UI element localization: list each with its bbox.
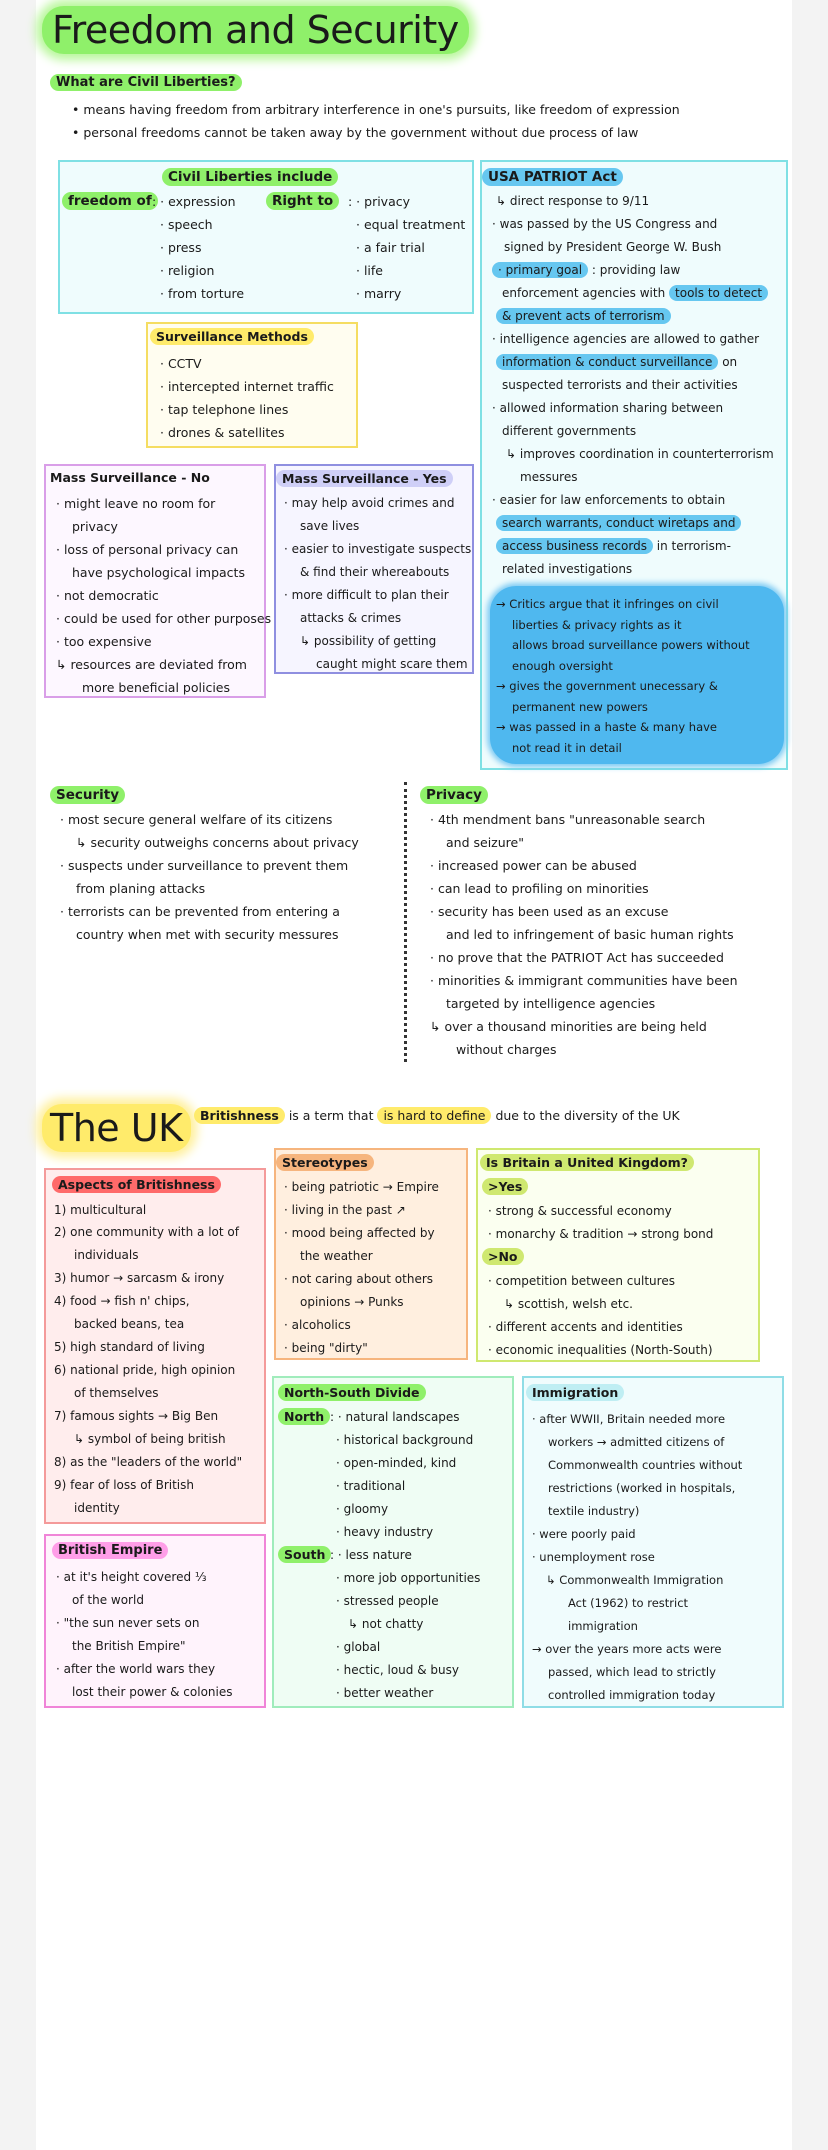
information-highlight: information & conduct surveillance — [496, 354, 718, 370]
civil-liberties-header: Civil Liberties include — [162, 168, 338, 186]
list-item: country when met with security messures — [76, 927, 339, 942]
text-line — [492, 305, 788, 328]
list-item: · heavy industry — [336, 1525, 434, 1539]
list-item: more beneficial policies — [82, 680, 230, 695]
civil-liberties-question: What are Civil Liberties? — [50, 74, 242, 91]
text-line — [492, 259, 788, 282]
list-item: · being patriotic → Empire — [284, 1180, 439, 1194]
list-item: · global — [336, 1640, 381, 1654]
page-title: Freedom and Security — [42, 6, 469, 54]
list-item: of themselves — [74, 1386, 159, 1400]
list-item: · increased power can be abused — [430, 858, 637, 873]
list-item: 2) one community with a lot of — [54, 1225, 239, 1239]
surveillance-list — [160, 352, 334, 444]
text-line: signed by President George W. Bush — [504, 240, 722, 254]
text-line: suspected terrorists and their activities — [502, 378, 738, 392]
critics-list — [496, 594, 750, 758]
list-item: & find their whereabouts — [300, 565, 450, 579]
text-line: · allowed information sharing between — [492, 401, 724, 415]
list-item: workers → admitted citizens of — [548, 1435, 725, 1449]
list-item: → over the years more acts were — [532, 1642, 722, 1656]
freedom-list — [152, 190, 244, 305]
privacy-header: Privacy — [420, 786, 488, 804]
list-item: 8) as the "leaders of the world" — [54, 1455, 243, 1469]
list-item: · not caring about others — [284, 1272, 434, 1286]
list-item: : · less nature — [330, 1548, 412, 1562]
aspects-list — [54, 1200, 242, 1520]
list-item: from planing attacks — [76, 881, 206, 896]
list-item: · more difficult to plan their — [284, 588, 449, 602]
list-item: liberties & privacy rights as it — [512, 617, 682, 632]
list-item: allows broad surveillance powers without — [512, 638, 750, 652]
list-item: · living in the past ↗ — [284, 1203, 406, 1217]
list-item: ↳ Commonwealth Immigration — [546, 1573, 724, 1587]
prevent-highlight: & prevent acts of terrorism — [496, 308, 671, 324]
list-item: permanent new powers — [512, 699, 648, 714]
immigration-list — [532, 1408, 742, 1707]
list-item: · more job opportunities — [336, 1571, 481, 1585]
list-item: · minorities & immigrant communities have been — [430, 973, 738, 988]
list-item: · too expensive — [56, 634, 152, 649]
list-item: the weather — [300, 1249, 373, 1263]
list-item: · could be used for other purposes — [56, 611, 272, 626]
empire-list — [56, 1566, 233, 1704]
patriot-act-text — [492, 190, 788, 581]
list-item: Act (1962) to restrict — [568, 1596, 689, 1610]
list-item: identity — [74, 1501, 120, 1515]
list-item: · intercepted internet traffic — [160, 379, 334, 394]
list-item: · religion — [160, 263, 215, 278]
text-line: different governments — [502, 424, 637, 438]
britishness-intro — [194, 1104, 680, 1128]
list-item: → gives the government unecessary & — [496, 679, 718, 693]
list-item: 1) multicultural — [54, 1203, 147, 1217]
list-item: ↳ over a thousand minorities are being held — [430, 1019, 707, 1034]
text-line: · was passed by the US Congress and — [492, 217, 718, 231]
list-item: · traditional — [336, 1479, 406, 1493]
text-fragment: enforcement agencies with — [502, 286, 666, 300]
list-item: · suspects under surveillance to prevent them — [60, 858, 349, 873]
list-item: 7) famous sights → Big Ben — [54, 1409, 219, 1423]
list-item: • personal freedoms cannot be taken away by the government without due process of law — [72, 125, 639, 140]
list-item: passed, which lead to strictly — [548, 1665, 716, 1679]
list-item: · gloomy — [336, 1502, 389, 1516]
list-item: : · natural landscapes — [330, 1410, 460, 1424]
list-item: · after WWII, Britain needed more — [532, 1412, 726, 1426]
list-item: · may help avoid crimes and — [284, 496, 455, 510]
security-privacy-divider — [404, 782, 407, 1062]
list-item: opinions → Punks — [300, 1295, 404, 1309]
list-item: · monarchy & tradition → strong bond — [488, 1227, 714, 1241]
text-line — [492, 535, 788, 558]
list-item: ↳ resources are deviated from — [56, 657, 247, 672]
list-item: not read it in detail — [512, 740, 622, 755]
list-item: · mood being affected by — [284, 1226, 435, 1240]
stereotypes-list — [284, 1176, 439, 1360]
text-line: messures — [520, 470, 578, 484]
list-item: · CCTV — [160, 356, 202, 371]
is-britain-header: Is Britain a United Kingdom? — [480, 1154, 694, 1171]
text-line: · intelligence agencies are allowed to gather — [492, 332, 760, 346]
list-item: · at it's height covered ⅓ — [56, 1570, 207, 1584]
list-item: : · privacy — [348, 194, 411, 209]
list-item: 9) fear of loss of British — [54, 1478, 194, 1492]
list-item: · competition between cultures — [488, 1274, 675, 1288]
list-item: · "the sun never sets on — [56, 1616, 200, 1630]
list-item: attacks & crimes — [300, 611, 402, 625]
freedom-of-label: freedom of — [62, 192, 158, 210]
list-item: · press — [160, 240, 202, 255]
critics-blob — [490, 586, 784, 764]
list-item: have psychological impacts — [72, 565, 245, 580]
aspects-header: Aspects of Britishness — [52, 1176, 221, 1193]
civil-liberties-definition — [72, 98, 680, 144]
list-item: save lives — [300, 519, 360, 533]
list-item: 3) humor → sarcasm & irony — [54, 1271, 225, 1285]
list-item: → was passed in a haste & many have — [496, 720, 717, 734]
list-item: · being "dirty" — [284, 1341, 368, 1355]
british-empire-header: British Empire — [52, 1542, 168, 1559]
hard-to-define-highlight: is hard to define — [377, 1107, 491, 1124]
text-line: ↳ improves coordination in counterterrorism — [506, 447, 774, 461]
text-line: related investigations — [502, 562, 633, 576]
aspects-box — [44, 1168, 266, 1524]
list-item: ↳ security outweighs concerns about privacy — [76, 835, 359, 850]
list-item: · might leave no room for — [56, 496, 216, 511]
list-item: ↳ not chatty — [348, 1617, 424, 1631]
list-item: · a fair trial — [356, 240, 425, 255]
text-fragment: in terrorism- — [656, 539, 731, 553]
text-line: ↳ direct response to 9/11 — [496, 194, 650, 208]
list-item: · hectic, loud & busy — [336, 1663, 459, 1677]
no-list — [488, 1270, 713, 1362]
list-item: · different accents and identities — [488, 1320, 683, 1334]
list-item: · alcoholics — [284, 1318, 351, 1332]
list-item: · not democratic — [56, 588, 159, 603]
list-item: · 4th mendment bans "unreasonable search — [430, 812, 706, 827]
list-item: Commonwealth countries without — [548, 1458, 743, 1472]
list-item: · no prove that the PATRIOT Act has succeeded — [430, 950, 724, 965]
list-item: caught might scare them — [316, 657, 468, 671]
list-item: • means having freedom from arbitrary interference in one's pursuits, like freedom of expression — [72, 102, 680, 117]
list-item: backed beans, tea — [74, 1317, 185, 1331]
list-item: 4) food → fish n' chips, — [54, 1294, 190, 1308]
list-item: immigration — [568, 1619, 638, 1633]
patriot-act-header: USA PATRIOT Act — [482, 168, 623, 186]
surveillance-methods-box — [146, 322, 358, 448]
list-item: of the world — [72, 1593, 144, 1607]
records-highlight: access business records — [496, 538, 653, 554]
text-fragment: on — [722, 355, 738, 369]
list-item: · better weather — [336, 1686, 434, 1700]
list-item: · easier to investigate suspects — [284, 542, 472, 556]
right-to-list — [348, 190, 465, 305]
list-item: ↳ possibility of getting — [300, 634, 437, 648]
right-to-label: Right to — [266, 192, 339, 210]
list-item: individuals — [74, 1248, 139, 1262]
list-item: · most secure general welfare of its citizens — [60, 812, 333, 827]
yes-list — [488, 1200, 713, 1246]
list-item: 5) high standard of living — [54, 1340, 205, 1354]
stereotypes-box — [274, 1148, 468, 1360]
list-item: · equal treatment — [356, 217, 466, 232]
primary-goal-highlight: · primary goal — [492, 262, 588, 278]
list-item: · security has been used as an excuse — [430, 904, 669, 919]
britishness-highlight: Britishness — [194, 1107, 285, 1124]
security-header: Security — [50, 786, 125, 804]
is-britain-box — [476, 1148, 760, 1362]
list-item: : · expression — [152, 194, 236, 209]
list-item: the British Empire" — [72, 1639, 186, 1653]
tools-highlight: tools to detect — [669, 285, 768, 301]
stereotypes-header: Stereotypes — [276, 1154, 374, 1171]
list-item: · can lead to profiling on minorities — [430, 881, 649, 896]
north-south-box — [272, 1376, 514, 1708]
list-item: and seizure" — [446, 835, 524, 850]
mass-yes-header: Mass Surveillance - Yes — [276, 470, 453, 487]
list-item: · unemployment rose — [532, 1550, 655, 1564]
list-item: · strong & successful economy — [488, 1204, 672, 1218]
mass-surveillance-no-box — [44, 464, 272, 698]
immigration-box — [522, 1376, 784, 1708]
no-label: >No — [482, 1248, 524, 1265]
text-line — [492, 512, 788, 535]
list-item: · life — [356, 263, 383, 278]
south-list — [330, 1544, 480, 1705]
list-item: lost their power & colonies — [72, 1685, 233, 1699]
list-item: and led to infringement of basic human rights — [446, 927, 734, 942]
list-item: → Critics argue that it infringes on civil — [496, 597, 719, 611]
text-line: · easier for law enforcements to obtain — [492, 493, 726, 507]
list-item: · stressed people — [336, 1594, 439, 1608]
immigration-header: Immigration — [526, 1384, 624, 1401]
uk-title: The UK — [42, 1104, 191, 1152]
north-label: North — [278, 1408, 330, 1425]
security-list — [60, 808, 359, 946]
list-item: ↳ symbol of being british — [74, 1432, 226, 1446]
text-line — [492, 351, 788, 374]
list-item: · marry — [356, 286, 402, 301]
list-item: · drones & satellites — [160, 425, 285, 440]
text-line — [492, 282, 788, 305]
yes-label: >Yes — [482, 1178, 528, 1195]
list-item: · historical background — [336, 1433, 474, 1447]
list-item: 6) national pride, high opinion — [54, 1363, 236, 1377]
notes-page — [36, 0, 792, 2150]
list-item: privacy — [72, 519, 118, 534]
mass-no-header: Mass Surveillance - No — [50, 470, 210, 485]
north-south-header: North-South Divide — [278, 1384, 426, 1401]
list-item: without charges — [456, 1042, 557, 1057]
mass-surveillance-yes-box — [274, 464, 474, 674]
text-fragment: : providing law — [591, 263, 681, 277]
list-item: · after the world wars they — [56, 1662, 216, 1676]
list-item: · tap telephone lines — [160, 402, 289, 417]
list-item: · from torture — [160, 286, 245, 301]
list-item: · terrorists can be prevented from entering a — [60, 904, 340, 919]
surveillance-methods-header: Surveillance Methods — [150, 328, 314, 345]
warrants-highlight: search warrants, conduct wiretaps and — [496, 515, 741, 531]
list-item: · speech — [160, 217, 213, 232]
north-list — [330, 1406, 473, 1544]
mass-no-list — [56, 492, 271, 699]
british-empire-box — [44, 1534, 266, 1708]
list-item: · were poorly paid — [532, 1527, 636, 1541]
list-item: ↳ scottish, welsh etc. — [504, 1297, 633, 1311]
text-fragment: is a term that — [288, 1108, 374, 1123]
list-item: · open-minded, kind — [336, 1456, 457, 1470]
south-label: South — [278, 1546, 331, 1563]
list-item: targeted by intelligence agencies — [446, 996, 656, 1011]
list-item: textile industry) — [548, 1504, 640, 1518]
list-item: · economic inequalities (North-South) — [488, 1343, 713, 1357]
list-item: controlled immigration today — [548, 1688, 716, 1702]
mass-yes-list — [284, 492, 471, 676]
list-item: · loss of personal privacy can — [56, 542, 239, 557]
list-item: restrictions (worked in hospitals, — [548, 1481, 736, 1495]
list-item: enough oversight — [512, 658, 613, 673]
privacy-list — [430, 808, 738, 1061]
civil-liberties-box — [58, 160, 474, 314]
patriot-act-box — [480, 160, 788, 770]
text-fragment: due to the diversity of the UK — [495, 1108, 680, 1123]
